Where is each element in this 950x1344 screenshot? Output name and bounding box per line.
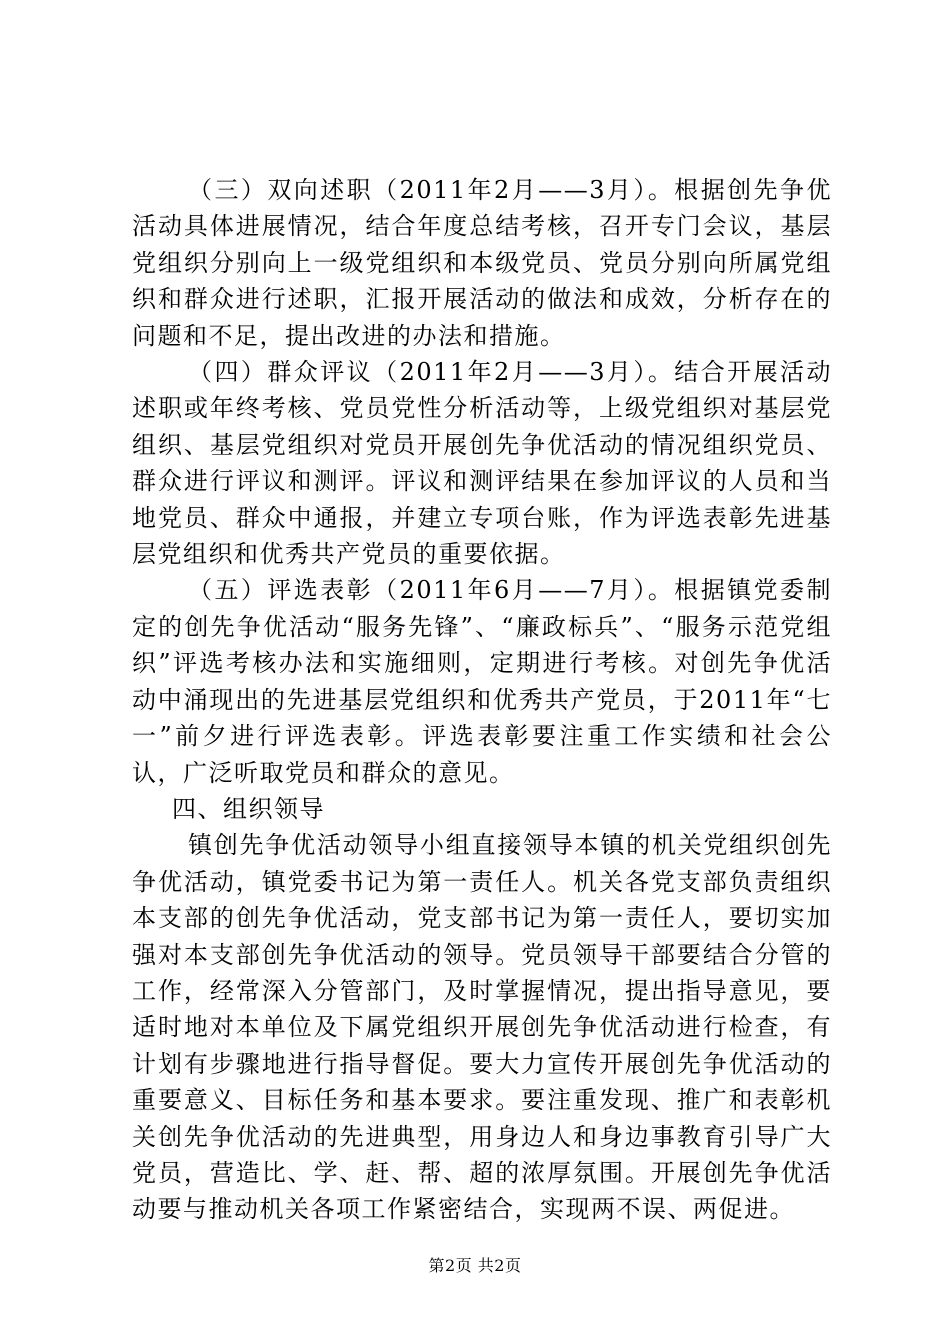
paragraph-public-review: （四）群众评议（2011年2月——3月）。结合开展活动述职或年终考核、党员党性分析活动等，上级党组织对基层党组织、基层党组织对党员开展创先争优活动的情况组织党员、群众进行评议和测评。评议和测评结果在参加评议的人员和当地党员、群众中通报，并建立专项台账，作为评选表彰先进基层党组织和优秀共产党员的重要依据。 [132,358,832,569]
section-heading: 四、组织领导 [172,794,325,823]
paragraph-organization-leadership: 镇创先争优活动领导小组直接领导本镇的机关党组织创先争优活动，镇党委书记为第一责任人。机关各党支部负责组织本支部的创先争优活动，党支部书记为第一责任人，要切实加强对本支部创先争优活动的领导。党员领导干部要结合分管的工作，经常深入分管部门，及时掌握情况，提出指导意见，要适时地对本单位及下属党组织开展创先争优活动进行检查，有计划有步骤地进行指导督促。要大力宣传开展创先争优活动的重要意义、目标任务和基本要求。要注重发现、推广和表彰机关创先争优活动的先进典型，用身边人和身边事教育引导广大党员，营造比、学、赶、帮、超的浓厚氛围。开展创先争优活动要与推动机关各项工作紧密结合，实现两不误、两促进。 [132,831,832,1224]
paragraph-selection-award: （五）评选表彰（2011年6月——7月）。根据镇党委制定的创先争优活动“服务先锋”、“廉政标兵”、“服务示范党组织”评选考核办法和实施细则，定期进行考核。对创先争优活动中涌现出的先进基层党组织和优秀共产党员，于2011年“七一”前夕进行评选表彰。评选表彰要注重工作实绩和社会公认，广泛听取党员和群众的意见。 [132,576,832,787]
document-body [132,172,832,1228]
paragraph-dual-report: （三）双向述职（2011年2月——3月）。根据创先争优活动具体进展情况，结合年度总结考核，召开专门会议，基层党组织分别向上一级党组织和本级党员、党员分别向所属党组织和群众进行述职，汇报开展活动的做法和成效，分析存在的问题和不足，提出改进的办法和措施。 [132,176,832,350]
page-footer: 第2页 共2页 [428,1256,522,1275]
